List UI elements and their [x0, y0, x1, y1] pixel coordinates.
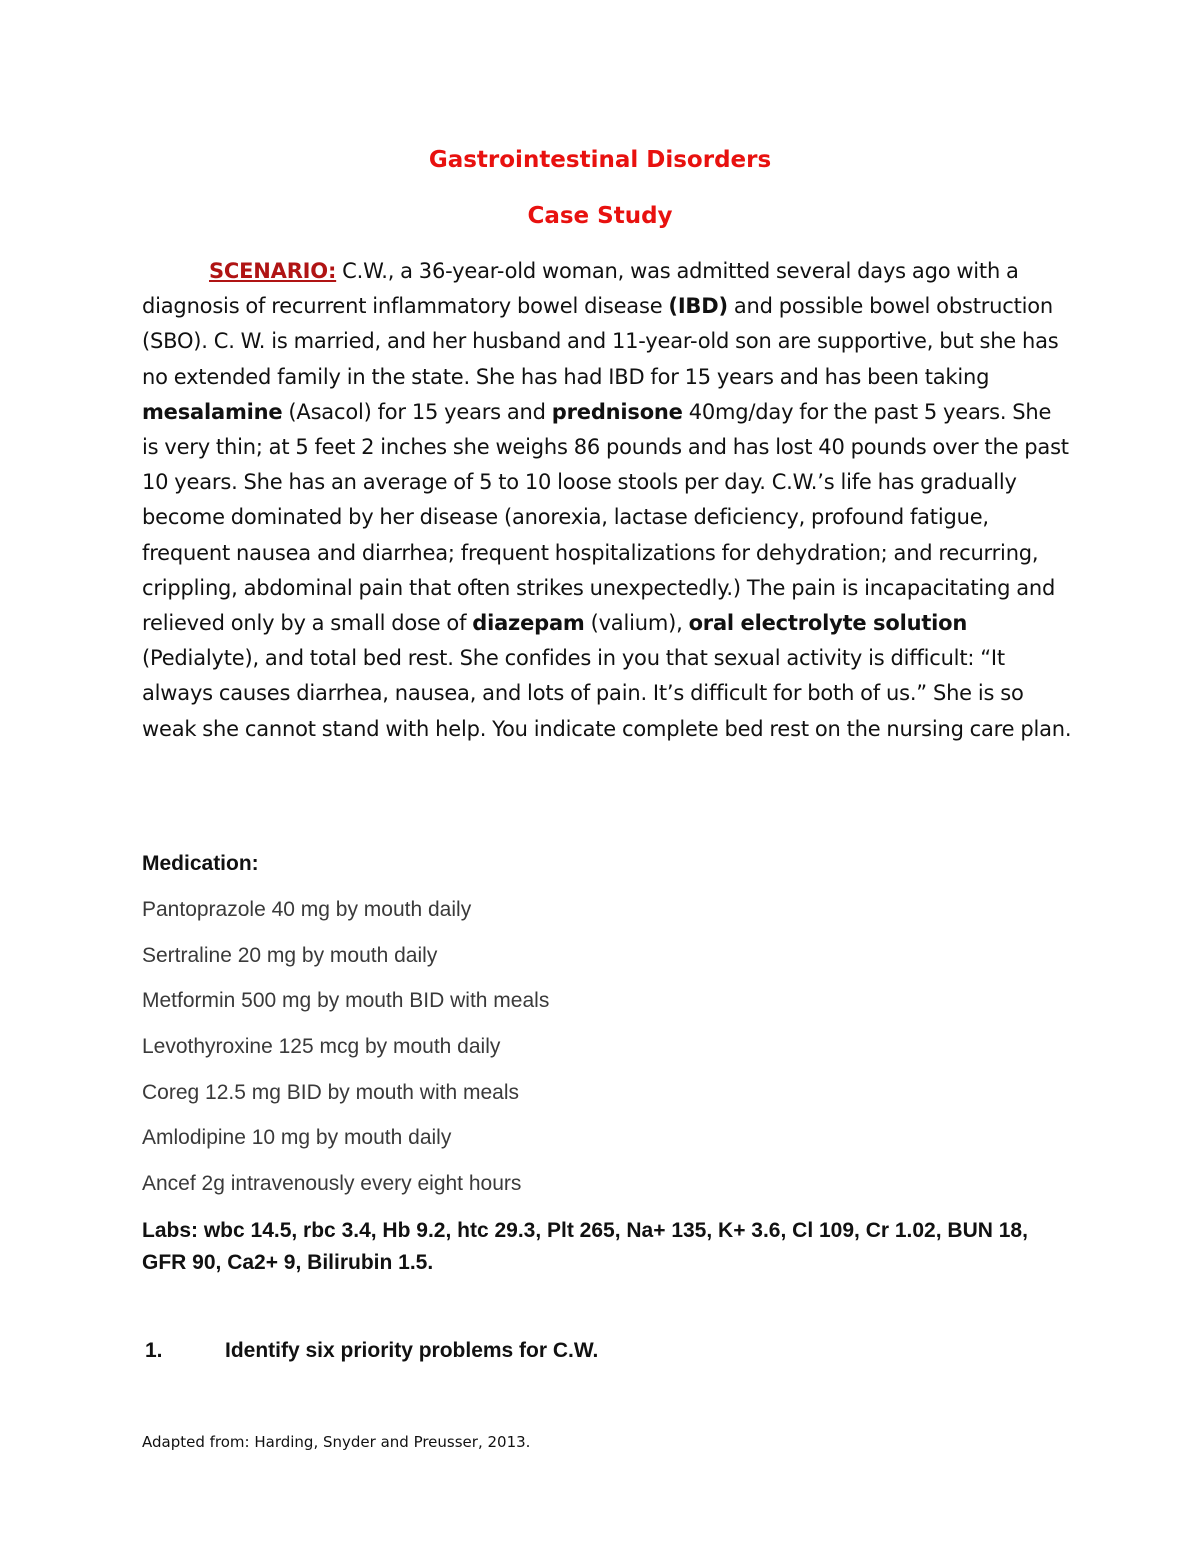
medication-item: Amlodipine 10 mg by mouth daily: [142, 1126, 452, 1150]
medication-item: Ancef 2g intravenously every eight hours: [142, 1172, 522, 1196]
scenario-text: (Asacol) for 15 years and: [282, 399, 552, 424]
medication-item: Metformin 500 mg by mouth BID with meals: [142, 989, 550, 1013]
scenario-text: C.W., a 36-year-old woman, was admitted several days ago with a diagnosis of recurrent inflammatory bowel disease: [142, 259, 1019, 319]
scenario-drug: diazepam: [472, 611, 585, 636]
scenario-label: SCENARIO:: [209, 259, 337, 283]
scenario-drug: prednisone: [551, 399, 683, 424]
scenario-text: and possible bowel obstruction (SBO). C. W. is married, and her husband and 11-year-old son are supportive, but she has no extended family in the state. She has had IBD for 15 years and has been taking: [142, 294, 1059, 389]
scenario-text: 40mg/day for the past 5 years. She is very thin; at 5 feet 2 inches she weighs 86 pounds and has lost 40 pounds over the past 10 years. She has an average of 5 to 10 loose stools per day. C.W.’s life has gradually become dominated by her disease (anorexia, lactase deficiency, profound fatigue, frequent nausea and diarrhea; frequent hospitalizations for dehydration; and recurring, crippling, abdominal pain that often strikes unexpectedly.) The pain is incapacitating and relieved only by a small dose of: [142, 399, 1069, 636]
question-1: [145, 1339, 598, 1363]
question-number: 1.: [145, 1339, 163, 1362]
scenario-bold-term: (IBD): [668, 294, 728, 319]
medication-item: Levothyroxine 125 mcg by mouth daily: [142, 1035, 501, 1059]
scenario-drug: oral electrolyte solution: [688, 611, 968, 636]
scenario-text: (Pedialyte), and total bed rest. She confides in you that sexual activity is difficult: “It always causes diarrhea, nausea, and lots of pain. It’s difficult for both of us.” She is so weak she cannot stand with help. You indicate complete bed rest on the nursing care plan.: [142, 646, 1072, 741]
scenario-text: (valium),: [584, 611, 689, 636]
scenario-drug: mesalamine: [142, 399, 283, 424]
document-subtitle: Case Study: [527, 203, 673, 229]
medication-item: Pantoprazole 40 mg by mouth daily: [142, 898, 472, 921]
medication-heading: Medication:: [142, 852, 259, 875]
source-footer: Adapted from: Harding, Snyder and Preusser, 2013.: [142, 1433, 531, 1451]
document-title: Gastrointestinal Disorders: [428, 147, 772, 173]
question-text: Identify six priority problems for C.W.: [225, 1339, 599, 1362]
medication-list: [142, 896, 549, 1216]
medication-item: Coreg 12.5 mg BID by mouth with meals: [142, 1080, 519, 1104]
labs-summary: Labs: wbc 14.5, rbc 3.4, Hb 9.2, htc 29.3, Plt 265, Na+ 135, K+ 3.6, Cl 109, Cr 1.02, BUN 18, GFR 90, Ca2+ 9, Bilirubin 1.5.: [142, 1219, 1028, 1274]
scenario-paragraph: [142, 254, 1072, 747]
medication-item: Sertraline 20 mg by mouth daily: [142, 943, 438, 967]
